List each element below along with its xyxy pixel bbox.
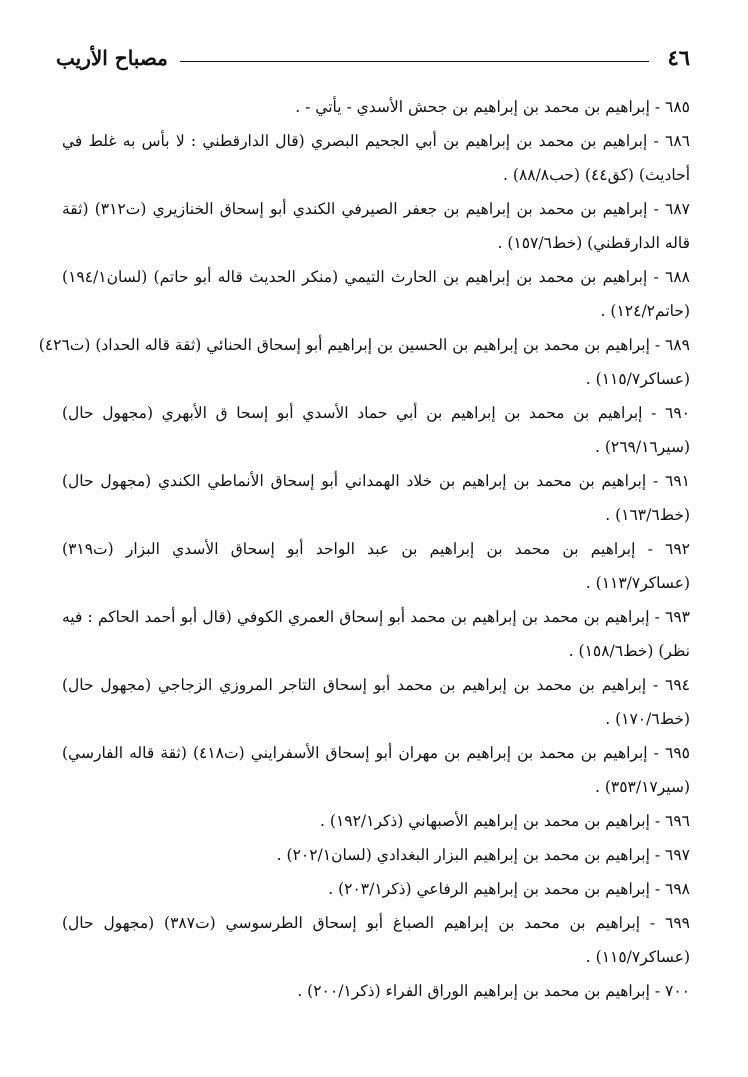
entry-line: نظر) (خط١٥٨/٦) .	[568, 642, 690, 660]
entry-692	[62, 534, 690, 602]
entry-693	[62, 602, 690, 670]
entry-line: (سير٢٦٩/١٦) .	[594, 438, 690, 456]
entry-line: (عساكر١١٣/٧) .	[585, 574, 690, 592]
entry-line: (خط١٦٣/٦) .	[605, 506, 690, 524]
book-title: مصباح الأريب	[56, 46, 168, 70]
entry-line: ٦٨٧ - إبراهيم بن محمد بن إبراهيم بن جعفر الصيرفي الكندي أبو إسحاق الخنازيري (ت٣١٢) (ثقة	[62, 200, 690, 218]
page-number: ٤٦	[667, 45, 690, 70]
entry-line: ٦٩٣ - إبراهيم بن محمد بن إبراهيم بن محمد أبو إسحاق العمري الكوفي (قال أبو أحمد الحاكم : فيه	[62, 608, 690, 626]
entry-685	[62, 92, 690, 126]
entry-line: (خط١٧٠/٦) .	[605, 710, 690, 728]
entry-699	[62, 908, 690, 976]
entry-line: ٦٩٧ - إبراهيم بن محمد بن إبراهيم البزار البغدادي (لسان٢٠٢/١) .	[276, 846, 690, 864]
entry-697	[62, 840, 690, 874]
entry-686	[62, 126, 690, 194]
entry-690	[62, 398, 690, 466]
entry-line: ٦٩٦ - إبراهيم بن محمد بن إبراهيم الأصبهاني (ذكر١٩٢/١) .	[320, 812, 690, 830]
entry-line: ٦٨٨ - إبراهيم بن محمد بن إبراهيم بن الحارث التيمي (منكر الحديث قاله أبو حاتم) (لسان١٩٤/١)	[62, 268, 690, 286]
entry-line: أحاديث) (كق٤٤) (حب٨٨/٨) .	[503, 166, 690, 184]
page-header	[56, 38, 690, 68]
entry-line: (عساكر١١٥/٧) .	[585, 370, 690, 388]
entry-698	[62, 874, 690, 908]
entry-688	[62, 262, 690, 330]
header-rule	[180, 61, 650, 62]
entry-line: ٦٩٠ - إبراهيم بن محمد بن إبراهيم بن أبي حماد الأسدي أبو إسحا ق الأبهري (مجهول حال)	[62, 404, 690, 422]
entry-line: ٦٩٢ - إبراهيم بن محمد بن إبراهيم بن عبد الواحد أبو إسحاق الأسدي البزار (ت٣١٩)	[62, 540, 690, 558]
entry-line: ٦٩٥ - إبراهيم بن محمد بن إبراهيم بن مهران أبو إسحاق الأسفرايني (ت٤١٨) (ثقة قاله الفارسي)	[62, 744, 690, 762]
entry-line: قاله الدارقطني) (خط١٥٧/٦) .	[497, 234, 690, 252]
entry-696	[62, 806, 690, 840]
entry-689	[38, 330, 690, 398]
entry-687	[62, 194, 690, 262]
entry-694	[62, 670, 690, 738]
entry-691	[62, 466, 690, 534]
entries-list	[38, 92, 690, 1010]
entry-line: ٦٨٦ - إبراهيم بن محمد بن إبراهيم بن أبي الجحيم البصري (قال الدارقطني : لا بأس به غلط في	[62, 132, 690, 150]
entry-695	[62, 738, 690, 806]
entry-line: ٦٩٤ - إبراهيم بن محمد بن إبراهيم بن محمد أبو إسحاق التاجر المروزي الزجاجي (مجهول حال)	[62, 676, 690, 694]
entry-line: ٦٨٥ - إبراهيم بن محمد بن إبراهيم بن جحش الأسدي - يأتي - .	[295, 98, 690, 116]
entry-line: (عساكر١١٥/٧) .	[585, 948, 690, 966]
entry-line: (حاتم١٢٤/٢) .	[600, 302, 690, 320]
entry-line: ٦٩١ - إبراهيم بن محمد بن إبراهيم بن خلاد الهمداني أبو إسحاق الأنماطي الكندي (مجهول حال)	[62, 472, 690, 490]
entry-700	[62, 976, 690, 1010]
entry-line: (سير٣٥٣/١٧) .	[594, 778, 690, 796]
entry-line: ٦٩٩ - إبراهيم بن محمد بن إبراهيم الصباغ أبو إسحاق الطرسوسي (ت٣٨٧) (مجهول حال)	[62, 914, 690, 932]
entry-line: ٧٠٠ - إبراهيم بن محمد بن إبراهيم الوراق الفراء (ذكر٢٠٠/١) .	[297, 982, 690, 1000]
entry-line: ٦٩٨ - إبراهيم بن محمد بن إبراهيم الرفاعي (ذكر٢٠٣/١) .	[328, 880, 690, 898]
entry-line: ٦٨٩ - إبراهيم بن محمد بن إبراهيم بن الحسين بن إبراهيم أبو إسحاق الحنائي (ثقة قاله الحداد) (ت٤٢٦)	[38, 336, 690, 354]
